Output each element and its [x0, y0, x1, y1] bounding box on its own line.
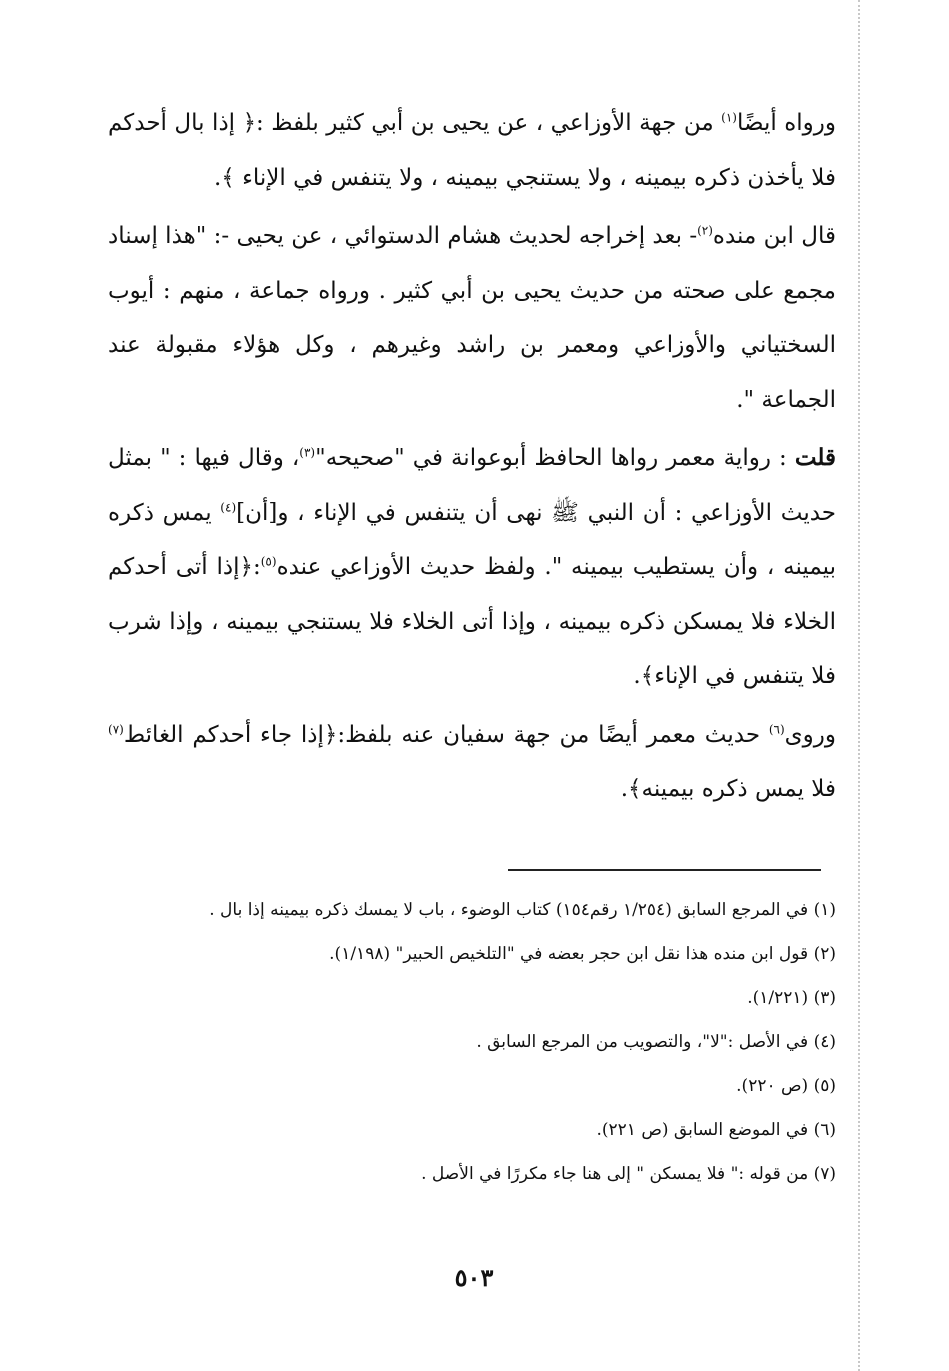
footnote-marker[interactable]: (٤): [220, 499, 237, 514]
footnote-5: (٥) (ص ٢٢٠).: [736, 1076, 836, 1096]
footnote-marker[interactable]: (١): [721, 110, 737, 125]
paragraph-2: [108, 209, 836, 427]
footnote-3: (٣) (١/٢٢١).: [747, 988, 836, 1008]
paragraph-text: ، وقال فيها : " بمثل حديث الأوزاعي : أن النبي ﷺ نهى أن يتنفس في الإناء ، و[أن]: [108, 445, 837, 526]
footnote-separator: [508, 869, 821, 871]
footnote-marker[interactable]: (٣): [299, 445, 316, 460]
paragraph-text: فلا يمس ذكره بيمينه﴾.: [620, 776, 836, 802]
paragraph-lead-word: قلت: [794, 444, 837, 471]
paragraph-3: [108, 431, 836, 704]
paragraph-text: : رواية معمر رواها الحافظ أبوعوانة في "صحيحه": [315, 445, 795, 471]
footnote-1: (١) في المرجع السابق (١/٢٥٤ رقم١٥٤) كتاب الوضوء ، باب لا يمسك ذكره بيمينه إذا بال .: [209, 900, 836, 920]
paragraph-text: ورواه أيضًا: [736, 110, 836, 136]
paragraph-4: [108, 708, 836, 817]
footnote-7: (٧) من قوله :" فلا يمسكن " إلى هنا جاء مكررًا في الأصل .: [421, 1164, 836, 1184]
paragraph-text: حديث معمر أيضًا من جهة سفيان عنه بلفظ:﴿إذا جاء أحدكم الغائط: [123, 721, 769, 748]
footnote-2: (٢) قول ابن منده هذا نقل ابن حجر بعضه في "التلخيص الحبير" (١/١٩٨).: [329, 944, 836, 964]
footnote-marker[interactable]: (٦): [768, 721, 785, 736]
paragraph-text: وروى: [784, 721, 836, 748]
footnote-marker[interactable]: (٥): [260, 554, 277, 569]
footnote-6: (٦) في الموضع السابق (ص ٢٢١).: [596, 1120, 836, 1140]
page-number: ٥٠٣: [454, 1263, 494, 1292]
footnote-4: (٤) في الأصل :"لا"، والتصويب من المرجع السابق .: [476, 1032, 836, 1052]
page-edge-dotted-line: [858, 0, 860, 1371]
main-text: [108, 96, 836, 817]
paragraph-1: [108, 96, 836, 205]
paragraph-text: يمس ذكره بيمينه ، وأن يستطيب بيمينه ". ولفظ حديث الأوزاعي عنده: [108, 499, 836, 580]
footnote-marker[interactable]: (٧): [108, 721, 124, 736]
footnotes: [108, 888, 836, 1196]
paragraph-text: :﴿إذا أتى أحدكم الخلاء فلا يمسكن ذكره بيمينه ، وإذا أتى الخلاء فلا يستنجي بيمينه ، وإذا شرب فلا يتنفس في الإناء﴾.: [108, 554, 836, 689]
paragraph-text: قال ابن منده: [712, 223, 836, 249]
paragraph-text: - بعد إخراجه لحديث هشام الدستوائي ، عن يحيى -: "هذا إسناد مجمع على صحته من حديث يحيى بن أبي كثير . ورواه جماعة ، منهم : أيوب السختياني والأوزاعي ومعمر بن راشد وغيرهم ، وكل هؤلاء مقبولة عند الجماعة ".: [108, 223, 836, 413]
paragraph-text: من جهة الأوزاعي ، عن يحيى بن أبي كثير بلفظ :﴿ إذا بال أحدكم فلا يأخذن ذكره بيمينه ، ولا يستنجي بيمينه ، ولا يتنفس في الإناء ﴾.: [108, 110, 836, 191]
footnote-marker[interactable]: (٢): [697, 223, 713, 238]
